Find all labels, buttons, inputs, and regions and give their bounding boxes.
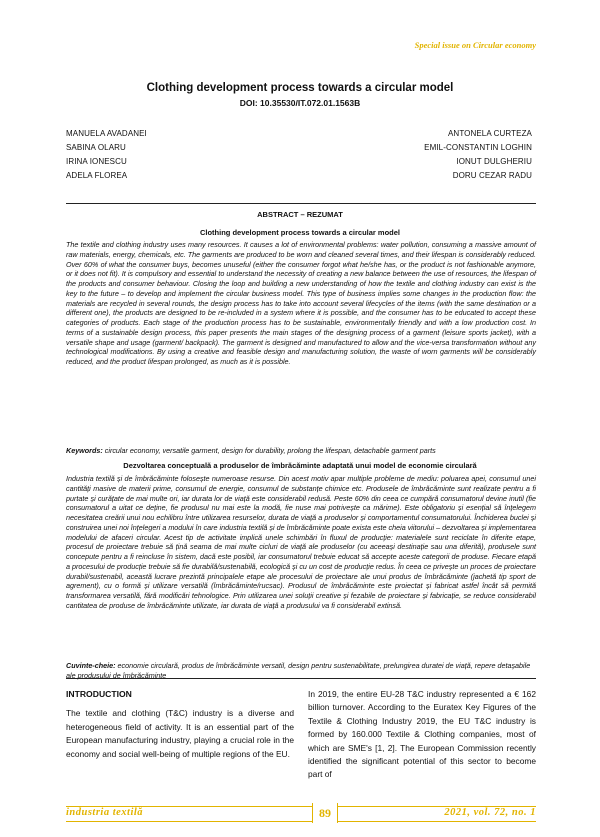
author-name: SABINA OLARU <box>66 143 126 152</box>
author-name: ANTONELA CURTEZA <box>448 129 532 138</box>
introduction-heading: INTRODUCTION <box>66 689 132 699</box>
author-name: IRINA IONESCU <box>66 157 127 166</box>
authors-left-column <box>66 127 147 183</box>
abstract-heading: ABSTRACT – REZUMAT <box>257 210 343 219</box>
author-name: DORU CEZAR RADU <box>452 171 532 180</box>
author-name: IONUT DULGHERIU <box>456 157 532 166</box>
abstract-romanian-text: Industria textilă și de îmbrăcăminte folosește numeroase resurse. Din acest motiv apar multiple probleme de mediu: poluarea apei, consumul unei cantități masive de materii prime, consumul de energie, consumul de substanțe chimice etc. Produsele de îmbrăcăminte sunt realizate pentru a fi purtate și curățate de mai multe ori, iar durata lor de viață este considerabil redusă. Peste 60% din ceea ce cumpără consumatorul devine inutil (fie consumatorul a uitat ce deține, fie produsul nu mai este la modă, fie nuse mai potrivește ca mărime). Este obligatoriu și esențial să înțelegem necesitatea creării unui nou echilibru între utilizarea resurselor, durata de viață a produselor și comportamentul consumatorului. Închiderea buclei și construirea unei noi înțelegeri a modului în care industria textilă și de îmbrăcăminte poate exista este cheia viitorului – dezvoltarea și implementarea modelului de afaceri circular. Acest tip de activitate implică unele schimbări în fluxul de producție: materialele sunt reciclate în diferite etape, procesul de proiectare trebuie să țină seama de mai multe cicluri de viață ale produselor (cu aceeași destinație sau una diferită), produsele sunt concepute pentru a fi reincluse în sistem, dacă este posibil, iar consumatorul trebuie educat să accepte aceste categorii de produse. Fiecare etapă a procesului de producție trebuie să fie durabilă/sustenabilă, ecologică și cu un cost de producție redus. În ceea ce privește un proces de proiectare durabil/sustenabil, această lucrare prezintă principalele etape ale procesului de proiectare ale unui produs de îmbrăcăminte (jachetă tip sport de agrement), cu o formă și utilizare versatilă (îmbrăcăminte/rucsac). Produsul de îmbrăcăminte este proiectat și fabricat astfel încât să permită transformarea versatilă, fără modificări tehnologice. Prin utilizarea unei soluții creative și fezabile de proiectare și fabricație, se reduce considerabil cantitatea de produse de îmbrăcăminte utilizate, iar durata de viață a produsului va fi considerabil extinsă. <box>66 474 536 610</box>
keywords-text: circular economy, versatile garment, design for durability, prolong the lifespan, detachable garment parts <box>102 446 436 455</box>
page-number: 89 <box>312 803 338 823</box>
article-doi[interactable]: DOI: 10.35530/IT.072.01.1563B <box>239 98 361 108</box>
page-footer <box>66 806 536 822</box>
abstract-english-title: Clothing development process towards a circular model <box>199 228 401 237</box>
author-name: EMIL-CONSTANTIN LOGHIN <box>424 143 532 152</box>
abstract-bottom-divider <box>66 678 536 679</box>
abstract-english-text: The textile and clothing industry uses many resources. It causes a lot of environmental problems: water pollution, consuming a massive amount of raw materials, energy, chemicals, etc. The garments are produced to be worn and cleaned several times, and their lifespan is considerably reduced. Over 60% of what the consumer buys, becomes unuseful (either the consumer forgot what he/she has, or the product is not fashionable anymore, or it does not fit). It is compulsory and essential to understand the necessity of creating a new balance between the use of resources, the lifespan of the products and consumer behaviour. Closing the loop and building a new understanding of how the textile and clothing industry can exist is the key to the future – to develop and implement the circular business model. This type of business implies some changes in the production flow: the materials are recycled in several rounds, the design process has to take into account several lifecycles of the items (with the same destination or a different one), the products are designed to be re-included in a system where it is possible, and the consumer has to be educated to accept these categories of products. Each stage of the production process has to be sustainable, environmentally friendly and with a low production cost. In terms of a sustainable design process, this paper presents the main stages of the designing process of a garment (leisure sports jacket), with a versatile shape and usage (garment/ backpack). The garment is designed and manufactured to allow and the vice-versa transformation without any technological modifications. By using a creative and feasible design and manufacturing solution, the waste of worn garments will be considerably reduced, and the product lifespan prolonged, as much as it is possible. <box>66 240 536 366</box>
english-keywords <box>66 446 536 456</box>
keywords-label: Keywords: <box>66 446 103 455</box>
body-paragraph: The textile and clothing (T&C) industry is a diverse and heterogeneous field of activity. It is an essential part of the European manufacturing industry, playing a crucial role in the economy and social well-being of multiple regions of the EU. <box>66 708 294 759</box>
author-name: ADELA FLOREA <box>66 171 128 180</box>
body-column-right <box>308 688 536 782</box>
issue-info: 2021, vol. 72, no. 1 <box>444 807 536 818</box>
special-issue-label: Special issue on Circular economy <box>414 40 536 50</box>
body-paragraph: In 2019, the entire EU-28 T&C industry represented a € 162 billion turnover. According to the Euratex Key Figures of the Textile & Clothing Industry 2019, the EU T&C industry is formed by 160.000 Textile & Clothing companies, most of which are SME's [1, 2]. The European Commission recently identified the significant potential of this sector to become part of <box>308 689 536 780</box>
journal-name: industria textilă <box>66 807 144 818</box>
keywords-label: Cuvinte-cheie: <box>66 661 116 670</box>
abstract-top-divider <box>66 203 536 204</box>
authors-right-column <box>424 127 532 183</box>
author-name: MANUELA AVADANEI <box>66 129 147 138</box>
keywords-text: economie circulară, produs de îmbrăcăminte versatil, design pentru sustenabilitate, prelungirea duratei de viață, repere detașabile ale produsului de îmbrăcăminte <box>66 661 531 680</box>
abstract-romanian-title: Dezvoltarea conceptuală a produselor de îmbrăcăminte adaptată unui model de economie circulară <box>123 461 477 470</box>
body-column-left <box>66 688 294 761</box>
article-title: Clothing development process towards a circular model <box>146 82 454 94</box>
